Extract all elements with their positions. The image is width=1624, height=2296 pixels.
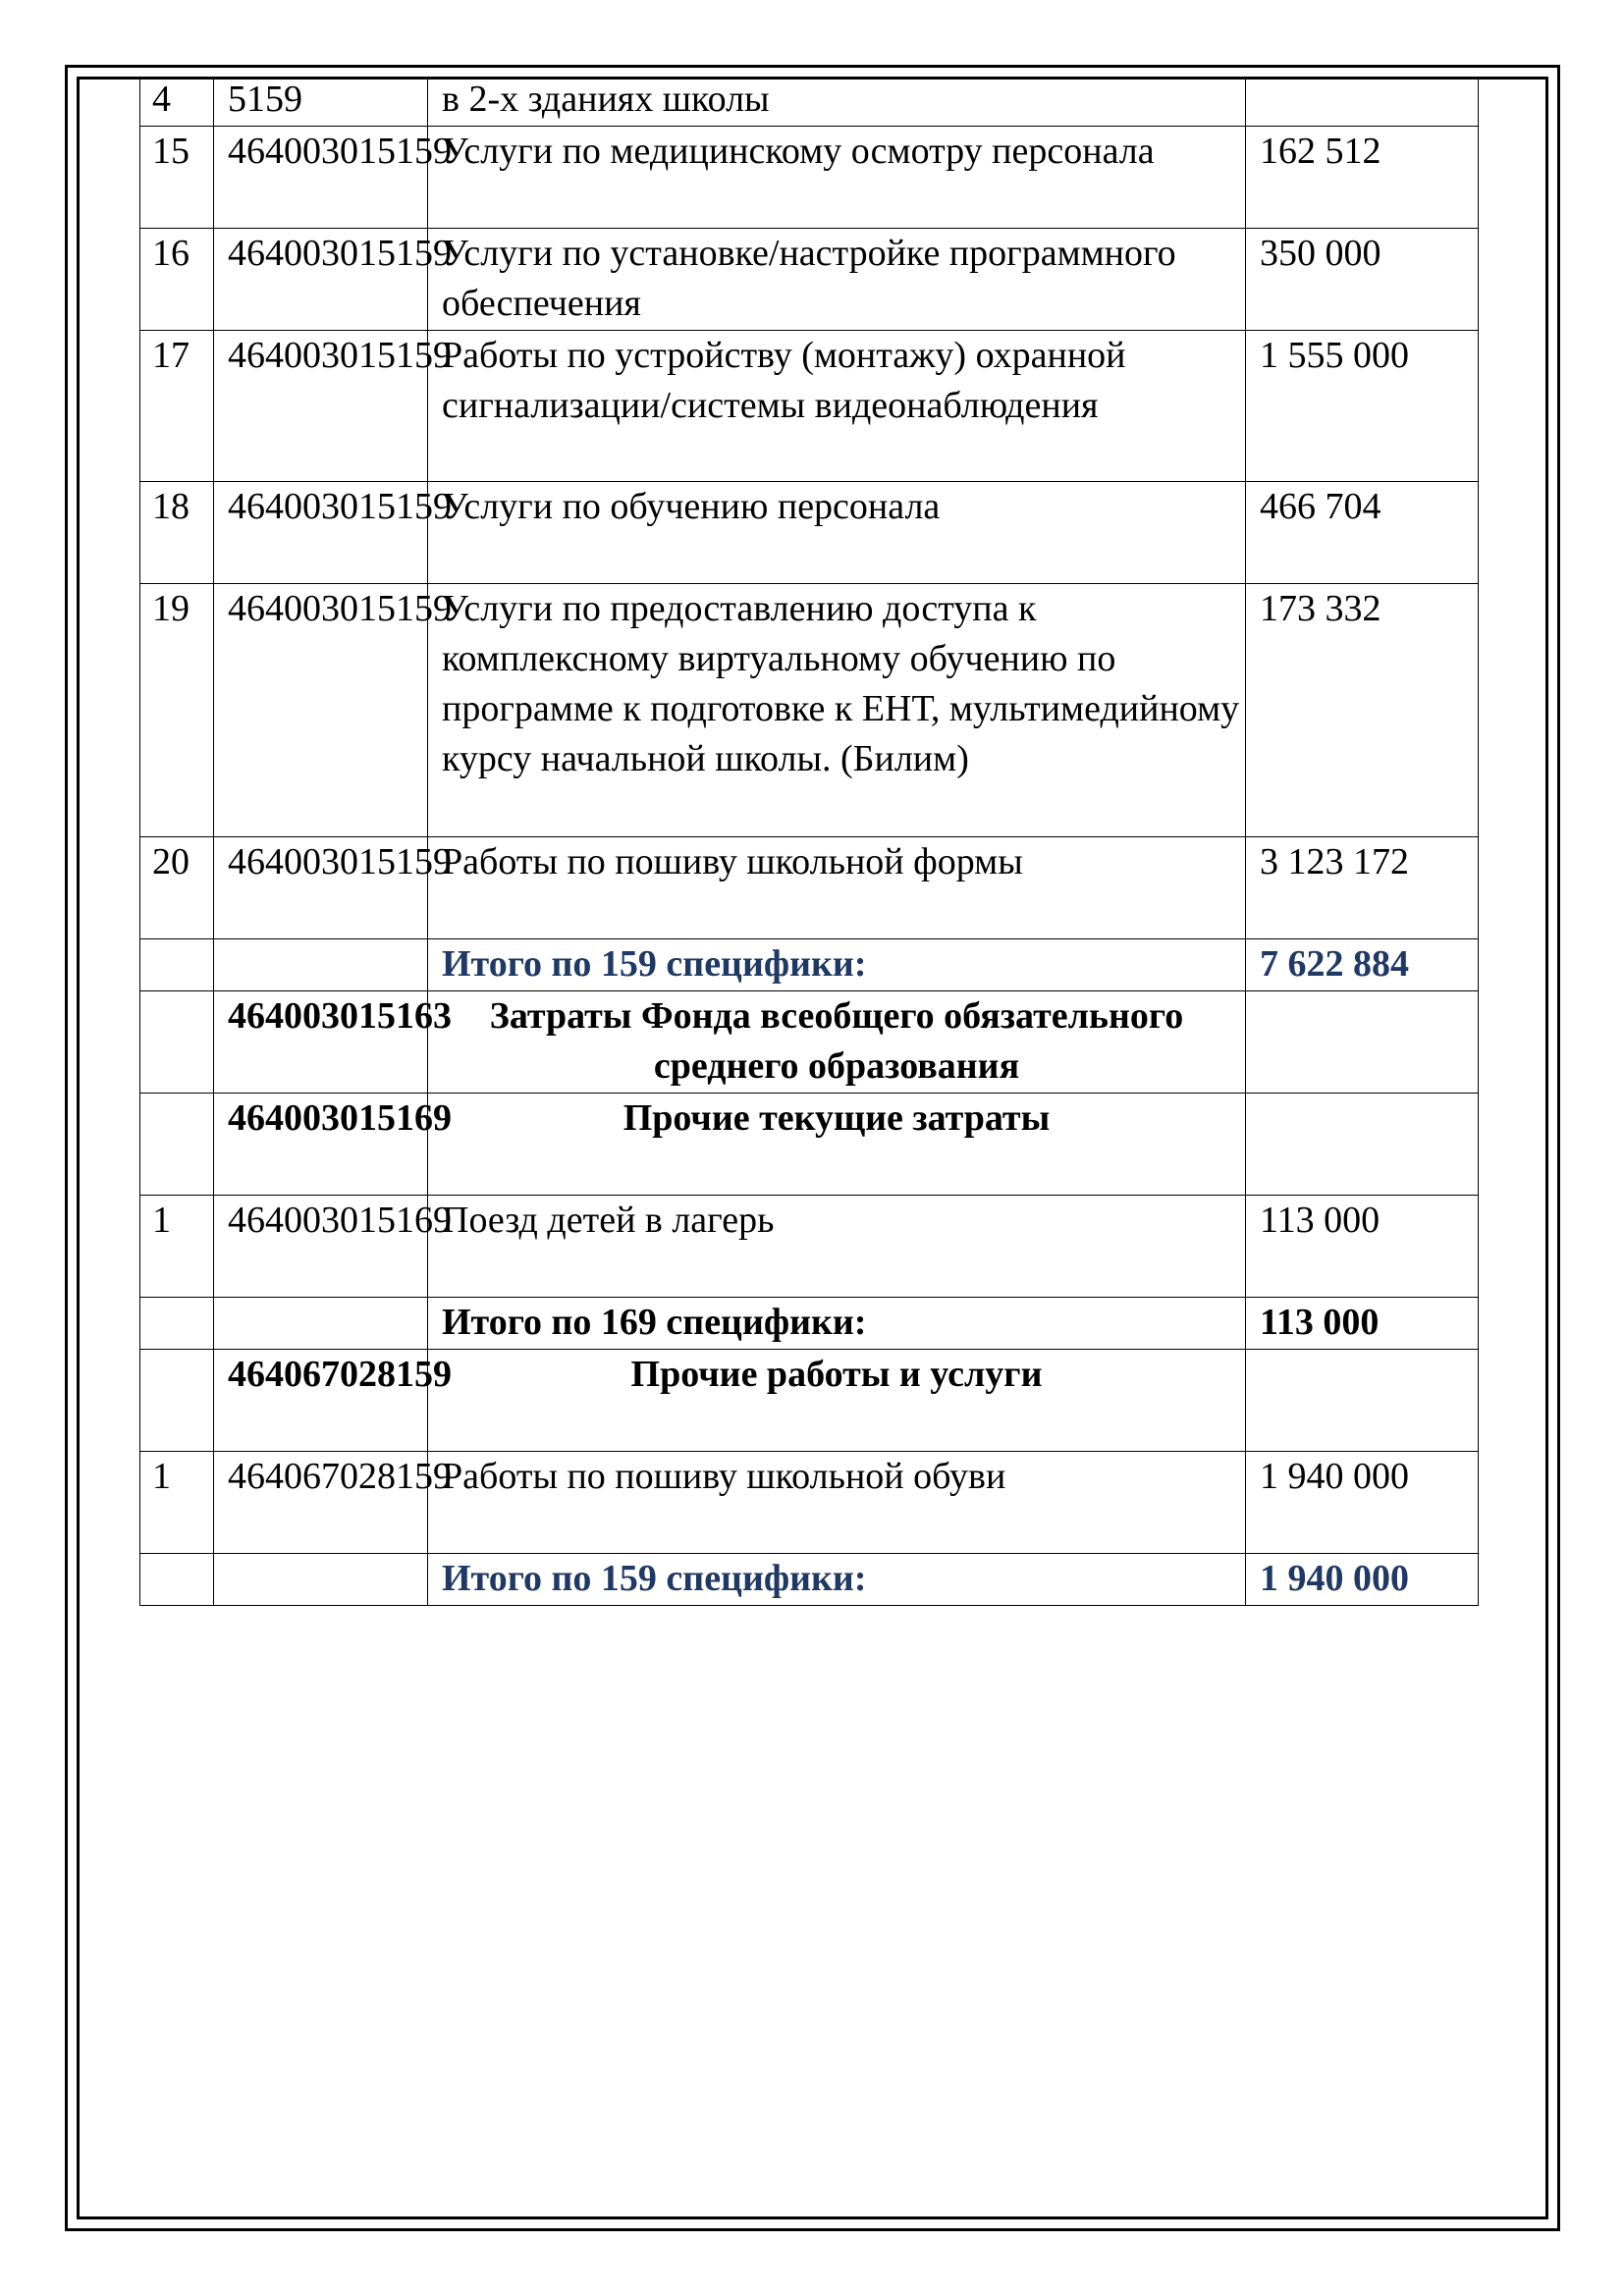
total-row: [140, 939, 1479, 991]
row-number: 1: [140, 1452, 214, 1554]
total-label: Итого по 159 специфики:: [428, 1554, 1246, 1606]
budget-code: 464003015169: [214, 1196, 428, 1298]
item-amount: 350 000: [1246, 229, 1479, 331]
budget-code: [214, 1298, 428, 1350]
budget-code: 464067028159: [214, 1452, 428, 1554]
item-amount: 466 704: [1246, 482, 1479, 584]
item-amount: 3 123 172: [1246, 837, 1479, 939]
row-number: 1: [140, 1196, 214, 1298]
table-row: [140, 584, 1479, 837]
section-header-row: [140, 1350, 1479, 1452]
row-number: 15: [140, 127, 214, 229]
budget-code: 464003015159: [214, 331, 428, 482]
item-description: Услуги по предоставлению доступа к комплексному виртуальному обучению по программе к подготовке к ЕНТ, мультимедийному курсу начальной школы. (Билим): [428, 584, 1246, 837]
total-row: [140, 1298, 1479, 1350]
section-header-row: [140, 1094, 1479, 1196]
item-description: Услуги по обучению персонала: [428, 482, 1246, 584]
row-number: 17: [140, 331, 214, 482]
table-row: [140, 331, 1479, 482]
item-description: Услуги по медицинскому осмотру персонала: [428, 127, 1246, 229]
row-number: 20: [140, 837, 214, 939]
item-amount: [1246, 1094, 1479, 1196]
total-amount: 113 000: [1246, 1298, 1479, 1350]
item-amount: 113 000: [1246, 1196, 1479, 1298]
item-amount: 1 555 000: [1246, 331, 1479, 482]
item-amount: [1246, 991, 1479, 1094]
section-header-row: [140, 991, 1479, 1094]
total-row: [140, 1554, 1479, 1606]
budget-code: 464067028159: [214, 1350, 428, 1452]
item-description: Работы по устройству (монтажу) охранной сигнализации/системы видеонаблюдения: [428, 331, 1246, 482]
row-number: [140, 1350, 214, 1452]
budget-code: 464003015159: [214, 127, 428, 229]
total-amount: 1 940 000: [1246, 1554, 1479, 1606]
item-amount: [1246, 80, 1479, 127]
budget-code: 464003015163: [214, 991, 428, 1094]
budget-table: [139, 79, 1479, 1606]
item-amount: 1 940 000: [1246, 1452, 1479, 1554]
table-row: [140, 837, 1479, 939]
section-title: Прочие работы и услуги: [428, 1350, 1246, 1452]
table-row: [140, 482, 1479, 584]
row-number: [140, 939, 214, 991]
budget-code: 5159: [214, 80, 428, 127]
section-title: Прочие текущие затраты: [428, 1094, 1246, 1196]
table-row: [140, 80, 1479, 127]
item-description: Работы по пошиву школьной обуви: [428, 1452, 1246, 1554]
row-number: 19: [140, 584, 214, 837]
budget-code: [214, 1554, 428, 1606]
total-amount: 7 622 884: [1246, 939, 1479, 991]
table-row: [140, 127, 1479, 229]
item-description: Поезд детей в лагерь: [428, 1196, 1246, 1298]
budget-code: 464003015169: [214, 1094, 428, 1196]
item-amount: [1246, 1350, 1479, 1452]
table-row: [140, 1452, 1479, 1554]
total-label: Итого по 159 специфики:: [428, 939, 1246, 991]
row-number: [140, 1094, 214, 1196]
row-number: 4: [140, 80, 214, 127]
section-title: Затраты Фонда всеобщего обязательного среднего образования: [428, 991, 1246, 1094]
row-number: 18: [140, 482, 214, 584]
budget-code: 464003015159: [214, 584, 428, 837]
budget-code: 464003015159: [214, 482, 428, 584]
budget-code: [214, 939, 428, 991]
row-number: [140, 1554, 214, 1606]
item-amount: 162 512: [1246, 127, 1479, 229]
table-row: [140, 229, 1479, 331]
budget-code: 464003015159: [214, 229, 428, 331]
item-description: Работы по пошиву школьной формы: [428, 837, 1246, 939]
row-number: 16: [140, 229, 214, 331]
row-number: [140, 991, 214, 1094]
row-number: [140, 1298, 214, 1350]
item-description: Услуги по установке/настройке программного обеспечения: [428, 229, 1246, 331]
item-amount: 173 332: [1246, 584, 1479, 837]
item-description: в 2-х зданиях школы: [428, 80, 1246, 127]
budget-code: 464003015159: [214, 837, 428, 939]
table-row: [140, 1196, 1479, 1298]
total-label: Итого по 169 специфики:: [428, 1298, 1246, 1350]
